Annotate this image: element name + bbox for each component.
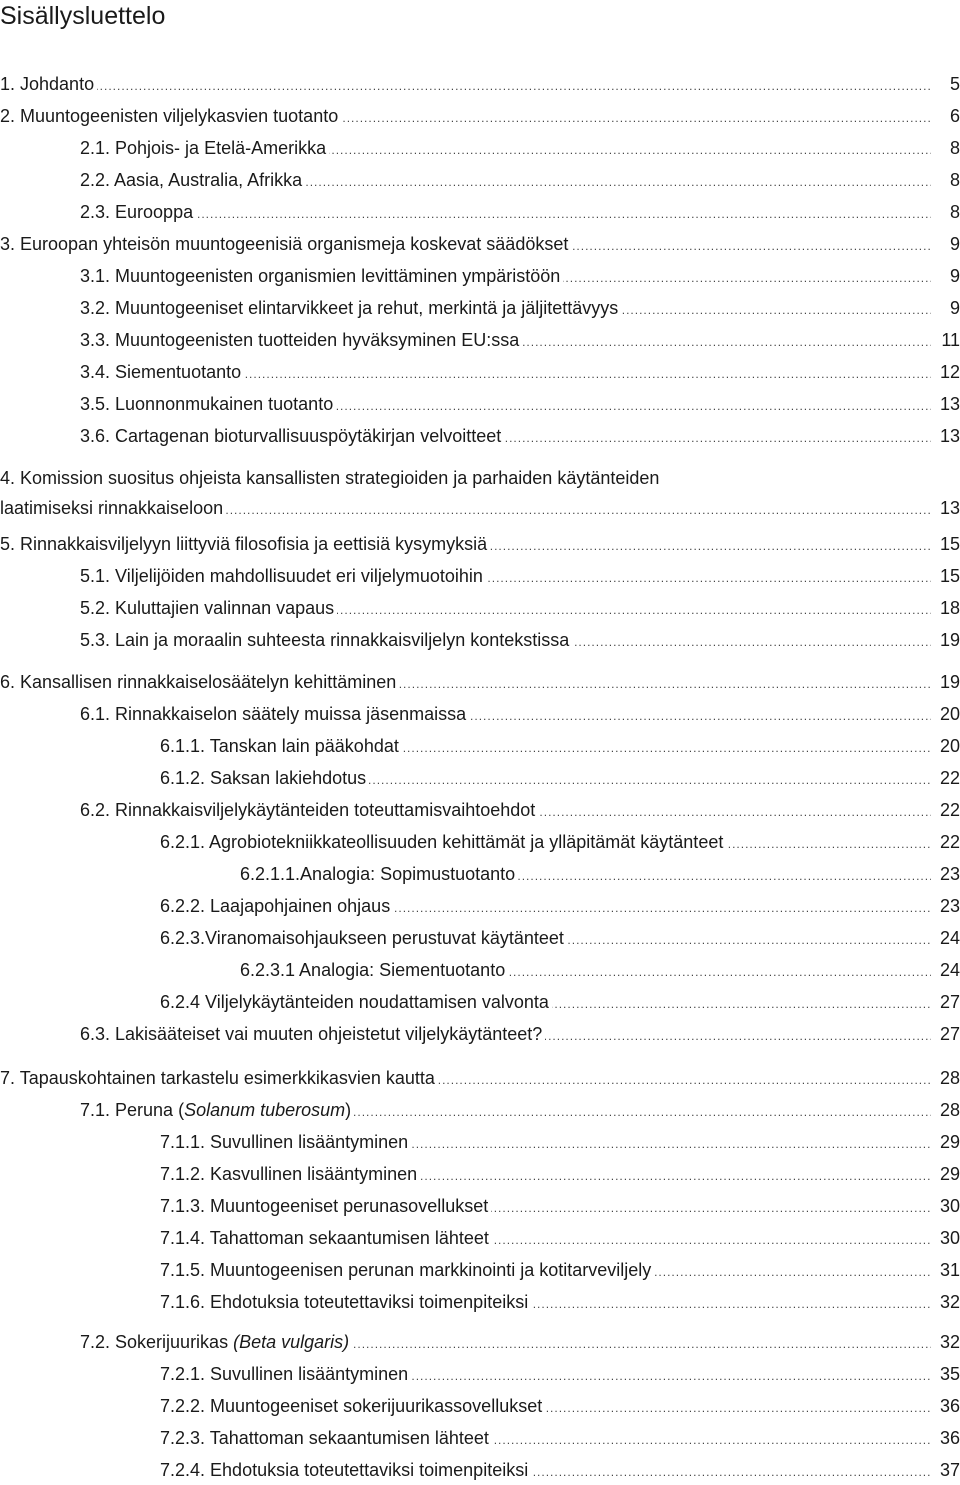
label-text: 7.2. Sokerijuurikas xyxy=(80,1332,234,1352)
toc-entry[interactable] xyxy=(80,264,960,288)
toc-entry-page: 32 xyxy=(931,1330,960,1354)
toc-entry-page: 37 xyxy=(931,1458,960,1482)
toc-entry[interactable] xyxy=(160,1194,960,1218)
toc-entry-page: 13 xyxy=(931,424,960,448)
toc-entry[interactable] xyxy=(80,200,960,224)
toc-entry-page: 28 xyxy=(931,1066,960,1090)
toc-entry[interactable] xyxy=(160,990,960,1014)
toc-entry-page: 15 xyxy=(931,564,960,588)
toc-entry-page: 11 xyxy=(931,328,960,352)
toc-entry-label: 3.4. Siementuotanto xyxy=(80,360,244,384)
toc-entry-label: 6.1. Rinnakkaiselon säätely muissa jäsenmaissa xyxy=(80,702,469,726)
toc-entry-label: 7.1.2. Kasvullinen lisääntyminen xyxy=(160,1162,420,1186)
toc-entry-page: 8 xyxy=(931,168,960,192)
label-text: ) xyxy=(345,1100,352,1120)
toc-entry-page: 15 xyxy=(931,532,960,556)
toc-entry-page: 35 xyxy=(931,1362,960,1386)
toc-entry-page: 24 xyxy=(931,926,960,950)
toc-entry[interactable] xyxy=(80,702,960,726)
toc-entry-page: 30 xyxy=(931,1226,960,1250)
toc-entry[interactable] xyxy=(160,926,960,950)
toc-entry-page: 13 xyxy=(931,496,960,520)
toc-entry-label: 7.1.6. Ehdotuksia toteutettaviksi toimenpiteiksi xyxy=(160,1290,531,1314)
toc-entry-label: 6.2.2. Laajapohjainen ohjaus xyxy=(160,894,393,918)
toc-entry-page: 30 xyxy=(931,1194,960,1218)
toc-entry-page: 20 xyxy=(931,734,960,758)
toc-entry-page: 36 xyxy=(931,1394,960,1418)
toc-entry[interactable] xyxy=(160,1226,960,1250)
toc-entry-label: 7.1.5. Muuntogeenisen perunan markkinointi ja kotitarveviljely xyxy=(160,1258,654,1282)
toc-entry-page: 22 xyxy=(931,830,960,854)
toc-entry[interactable] xyxy=(160,1362,960,1386)
toc-entry-label: 3.6. Cartagenan bioturvallisuuspöytäkirjan velvoitteet xyxy=(80,424,504,448)
toc-entry[interactable] xyxy=(240,958,960,982)
toc-entry[interactable] xyxy=(160,894,960,918)
toc-entry[interactable] xyxy=(0,1066,960,1090)
toc-entry-page: 6 xyxy=(931,104,960,128)
toc-entry-page: 27 xyxy=(931,1022,960,1046)
toc-entry[interactable] xyxy=(160,734,960,758)
toc-entry-label: 6.2.4 Viljelykäytänteiden noudattamisen valvonta xyxy=(160,990,552,1014)
toc-entry[interactable] xyxy=(80,798,960,822)
toc-entry-page: 31 xyxy=(931,1258,960,1282)
toc-entry[interactable] xyxy=(80,296,960,320)
toc-entry-page: 22 xyxy=(931,766,960,790)
toc-entry[interactable] xyxy=(160,1394,960,1418)
toc-entry-label: 6.2. Rinnakkaisviljelykäytänteiden toteuttamisvaihtoehdot xyxy=(80,798,538,822)
toc-entry-label: 7.1.4. Tahattoman sekaantumisen lähteet xyxy=(160,1226,492,1250)
toc-entry[interactable] xyxy=(80,1330,960,1354)
toc-entry[interactable] xyxy=(0,532,960,556)
toc-entry-label: 7.2.4. Ehdotuksia toteutettaviksi toimenpiteiksi xyxy=(160,1458,531,1482)
toc-entry[interactable] xyxy=(0,232,960,256)
toc-entry[interactable] xyxy=(80,1098,960,1122)
toc-entry-page: 28 xyxy=(931,1098,960,1122)
toc-entry-page: 9 xyxy=(931,232,960,256)
toc-entry-page: 9 xyxy=(931,264,960,288)
toc-entry-label: 3.2. Muuntogeeniset elintarvikkeet ja rehut, merkintä ja jäljitettävyys xyxy=(80,296,621,320)
toc-entry[interactable] xyxy=(80,564,960,588)
toc-entry-label: 7.1.1. Suvullinen lisääntyminen xyxy=(160,1130,411,1154)
label-text: 7.1. Peruna ( xyxy=(80,1100,185,1120)
toc-entry-label: 6.2.1.1.Analogia: Sopimustuotanto xyxy=(240,862,518,886)
toc-entry[interactable] xyxy=(80,136,960,160)
toc-entry-page: 29 xyxy=(931,1162,960,1186)
page-title: Sisällysluettelo xyxy=(0,2,166,30)
toc-entry-label: 7.2.1. Suvullinen lisääntyminen xyxy=(160,1362,411,1386)
toc-entry-page: 20 xyxy=(931,702,960,726)
dot-leader xyxy=(0,78,936,94)
toc-entry-page: 32 xyxy=(931,1290,960,1314)
toc-entry[interactable] xyxy=(160,1130,960,1154)
toc-entry[interactable] xyxy=(80,424,960,448)
dot-leader xyxy=(80,206,936,222)
toc-entry-label: 2.1. Pohjois- ja Etelä-Amerikka xyxy=(80,136,329,160)
toc-entry-label: 6.2.1. Agrobiotekniikkateollisuuden kehittämät ja ylläpitämät käytänteet xyxy=(160,830,726,854)
toc-entry[interactable] xyxy=(80,360,960,384)
toc-entry-page: 5 xyxy=(931,72,960,96)
toc-entry-label: 3.5. Luonnonmukainen tuotanto xyxy=(80,392,336,416)
toc-entry-label: 4. Komission suositus ohjeista kansallisten strategioiden ja parhaiden käytänteiden xyxy=(0,468,660,488)
toc-entry-label xyxy=(80,1098,354,1122)
toc-entry[interactable] xyxy=(80,628,960,652)
toc-entry-label: 6.2.3.1 Analogia: Siementuotanto xyxy=(240,958,508,982)
toc-entry-page: 12 xyxy=(931,360,960,384)
toc-entry[interactable] xyxy=(160,1458,960,1482)
toc-entry-page: 24 xyxy=(931,958,960,982)
toc-entry-label: 7.2.2. Muuntogeeniset sokerijuurikassovellukset xyxy=(160,1394,545,1418)
toc-entry-label: 2. Muuntogeenisten viljelykasvien tuotanto xyxy=(0,104,341,128)
toc-entry-page: 29 xyxy=(931,1130,960,1154)
toc-entry-page: 8 xyxy=(931,136,960,160)
toc-entry-label: 3.1. Muuntogeenisten organismien levittäminen ympäristöön xyxy=(80,264,563,288)
toc-entry-page: 22 xyxy=(931,798,960,822)
species-name: (Beta vulgaris) xyxy=(233,1332,350,1352)
toc-entry[interactable] xyxy=(0,72,960,96)
toc-entry-page: 13 xyxy=(931,392,960,416)
toc-entry[interactable] xyxy=(0,670,960,694)
toc-entry-page: 36 xyxy=(931,1426,960,1450)
toc-entry[interactable] xyxy=(160,1162,960,1186)
toc-entry[interactable] xyxy=(160,1426,960,1450)
toc-entry-label: 3.3. Muuntogeenisten tuotteiden hyväksyminen EU:ssa xyxy=(80,328,522,352)
toc-entry-label-continued: laatimiseksi rinnakkaiseloon xyxy=(0,496,226,520)
toc-entry-label: 5.2. Kuluttajien valinnan vapaus xyxy=(80,596,337,620)
toc-entry-label: 7. Tapauskohtainen tarkastelu esimerkkikasvien kautta xyxy=(0,1066,438,1090)
species-name: Solanum tuberosum xyxy=(184,1100,346,1120)
toc-entry-label: 6. Kansallisen rinnakkaiselosäätelyn kehittäminen xyxy=(0,670,399,694)
toc-entry-label: 6.1.1. Tanskan lain pääkohdat xyxy=(160,734,402,758)
toc-entry-page: 23 xyxy=(931,894,960,918)
toc-entry-label: 7.1.3. Muuntogeeniset perunasovellukset xyxy=(160,1194,491,1218)
toc-entry-label: 6.2.3.Viranomaisohjaukseen perustuvat käytänteet xyxy=(160,926,567,950)
toc-entry[interactable] xyxy=(160,1258,960,1282)
toc-entry-page: 27 xyxy=(931,990,960,1014)
toc-entry-page: 8 xyxy=(931,200,960,224)
toc-entry-page: 19 xyxy=(931,670,960,694)
toc-entry-label: 5. Rinnakkaisviljelyyn liittyviä filosofisia ja eettisiä kysymyksiä xyxy=(0,532,490,556)
toc-entry-label: 6.1.2. Saksan lakiehdotus xyxy=(160,766,369,790)
toc-entry[interactable] xyxy=(160,766,960,790)
toc-entry-page: 18 xyxy=(931,596,960,620)
toc-entry[interactable] xyxy=(80,392,960,416)
toc-entry-label: 7.2.3. Tahattoman sekaantumisen lähteet xyxy=(160,1426,492,1450)
toc-entry-page: 23 xyxy=(931,862,960,886)
toc-entry[interactable] xyxy=(80,596,960,620)
toc-entry-label: 5.1. Viljelijöiden mahdollisuudet eri viljelymuotoihin xyxy=(80,564,486,588)
toc-entry[interactable] xyxy=(0,104,960,128)
toc-entry-label: 2.3. Eurooppa xyxy=(80,200,196,224)
toc-entry[interactable] xyxy=(160,830,960,854)
toc-entry-label: 1. Johdanto xyxy=(0,72,97,96)
toc-entry[interactable] xyxy=(80,168,960,192)
toc-entry[interactable] xyxy=(0,466,960,522)
toc-entry-label: 2.2. Aasia, Australia, Afrikka xyxy=(80,168,305,192)
toc-entry-label xyxy=(80,1330,352,1354)
toc-entry-page: 9 xyxy=(931,296,960,320)
toc-entry[interactable] xyxy=(240,862,960,886)
toc-entry-label: 3. Euroopan yhteisön muuntogeenisiä organismeja koskevat säädökset xyxy=(0,232,571,256)
toc-entry[interactable] xyxy=(80,1022,960,1046)
toc-entry[interactable] xyxy=(160,1290,960,1314)
toc-entry-page: 19 xyxy=(931,628,960,652)
toc-entry[interactable] xyxy=(80,328,960,352)
toc-entry-label: 6.3. Lakisääteiset vai muuten ohjeistetut viljelykäytänteet? xyxy=(80,1022,545,1046)
toc-entry-label: 5.3. Lain ja moraalin suhteesta rinnakkaisviljelyn kontekstissa xyxy=(80,628,572,652)
